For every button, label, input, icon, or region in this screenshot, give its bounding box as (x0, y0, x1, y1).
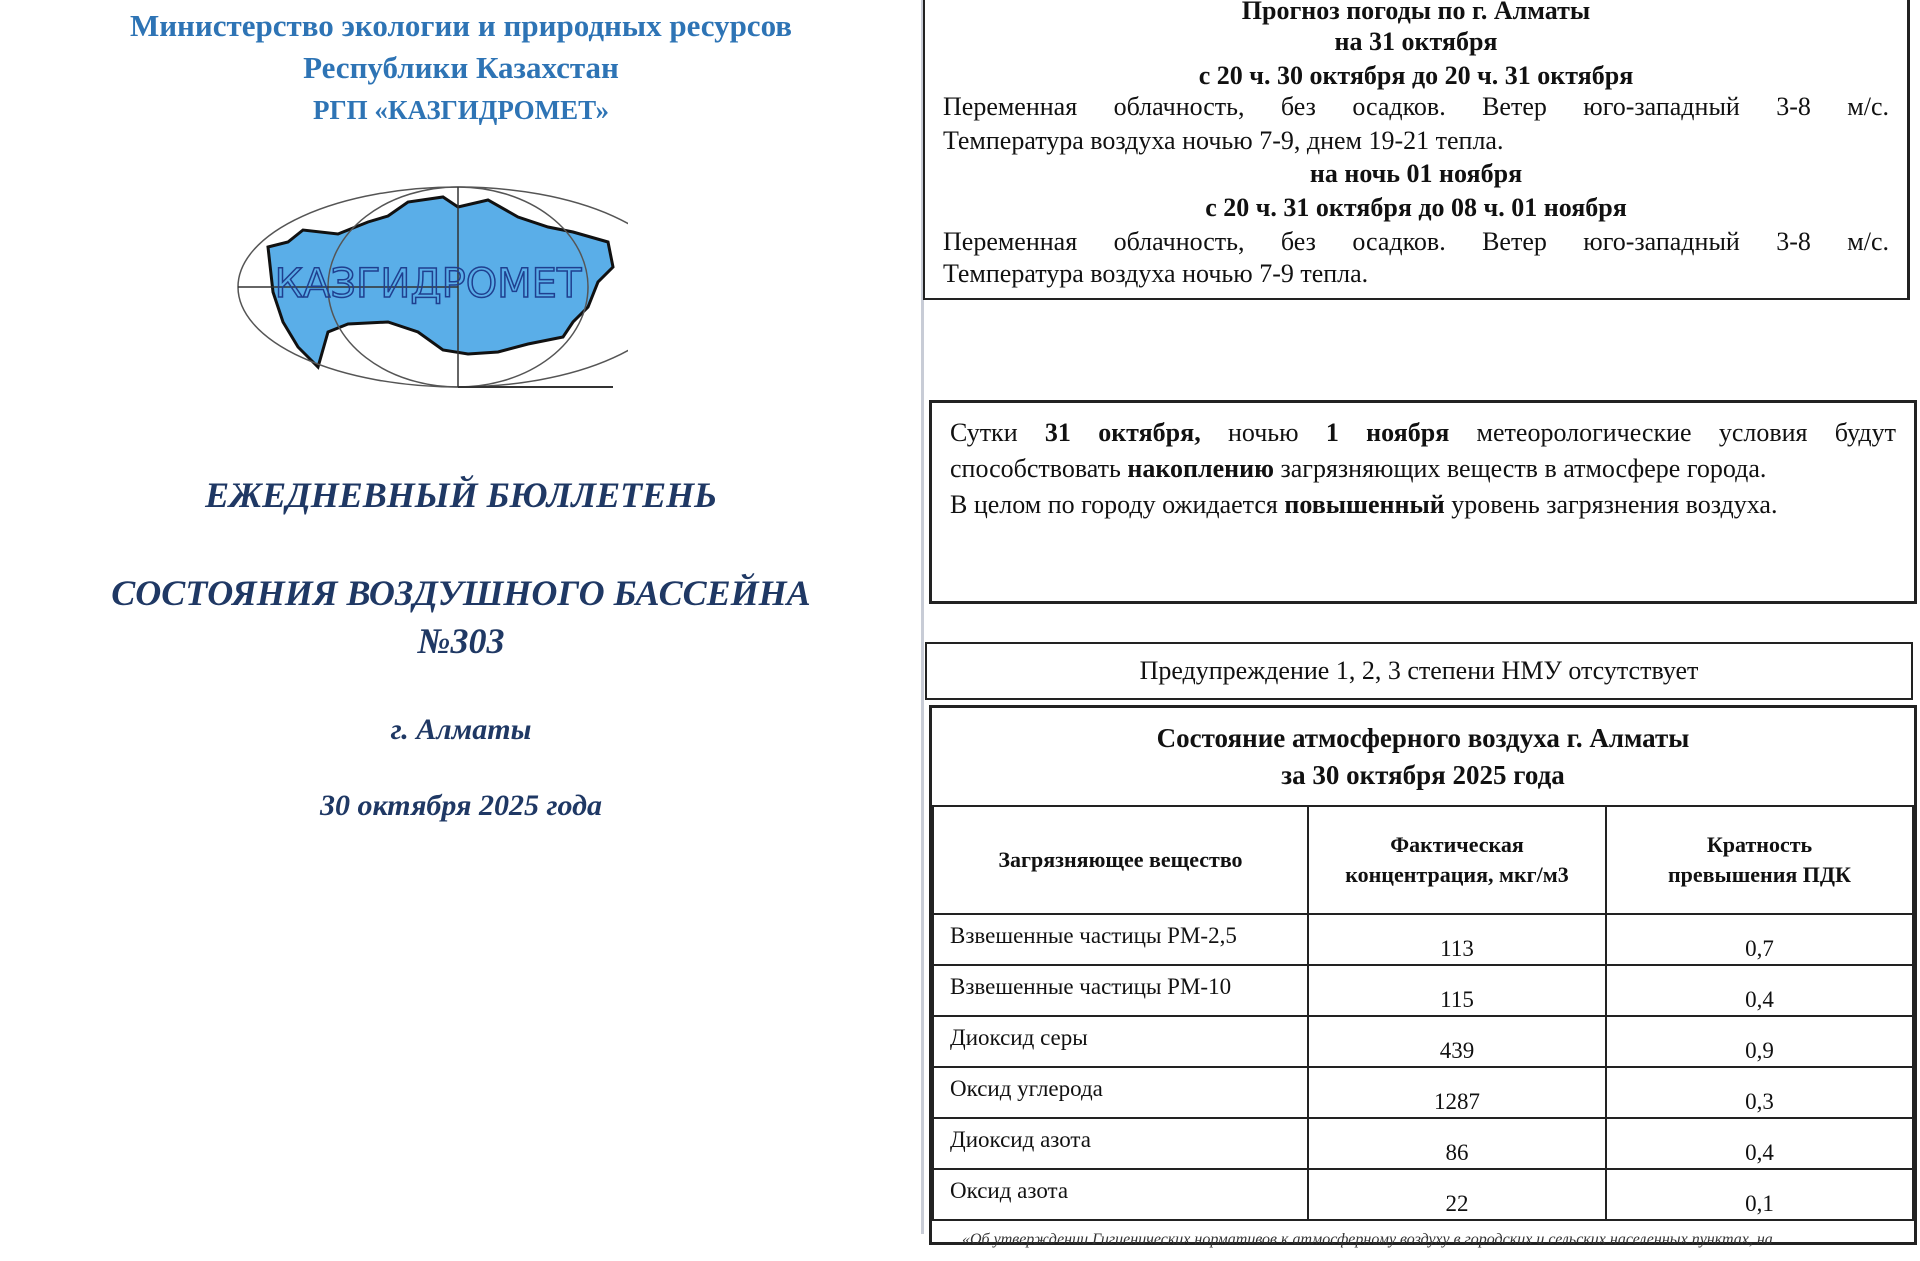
air-state-title-line2: за 30 октября 2025 года (1281, 760, 1565, 790)
mpc-ratio-value: 0,4 (1606, 1118, 1913, 1169)
concentration-value: 22 (1308, 1169, 1606, 1220)
table-row (933, 1016, 1913, 1067)
bulletin-date: 30 октября 2025 года (319, 789, 603, 822)
conditions-paragraph: Сутки 31 октября, ночью 1 ноября метеорологические условия будут способствовать накоплению загрязняющих веществ в атмосфере города. (950, 418, 1896, 483)
forecast-night-heading: на ночь 01 ноября (1309, 159, 1523, 188)
pollutant-name: Взвешенные частицы РМ-10 (933, 965, 1308, 1016)
mpc-ratio-value: 0,1 (1606, 1169, 1913, 1220)
organization-name: РГП «КАЗГИДРОМЕТ» (313, 95, 609, 125)
mpc-ratio-value: 0,4 (1606, 965, 1913, 1016)
pollutant-name: Взвешенные частицы РМ-2,5 (933, 914, 1308, 965)
pollution-level-paragraph: В целом по городу ожидается повышенный уровень загрязнения воздуха. (950, 490, 1778, 519)
logo-text: КАЗГИДРОМЕТ (274, 261, 582, 307)
table-row (933, 965, 1913, 1016)
concentration-value: 113 (1308, 914, 1606, 965)
forecast-day-heading: на 31 октября (1334, 27, 1498, 56)
bulletin-number: №303 (417, 621, 505, 661)
air-state-title-line1: Состояние атмосферного воздуха г. Алматы (1156, 723, 1690, 753)
air-state-box (929, 705, 1917, 1248)
table-header-row (933, 806, 1913, 914)
bulletin-title: ЕЖЕДНЕВНЫЙ БЮЛЛЕТЕНЬ (205, 475, 717, 515)
forecast-day-period: с 20 ч. 30 октября до 20 ч. 31 октября (1198, 61, 1634, 90)
forecast-night-text: Переменная облачность, без осадков. Ветер юго-западный 3-8 м/с. (943, 227, 1889, 256)
pollutant-name: Оксид азота (933, 1169, 1308, 1220)
footnote: «Об утверждении Гигиенических нормативов к атмосферному воздуху в городских и сельских населенных пунктах, на (962, 1231, 1773, 1248)
bulletin-subtitle: СОСТОЯНИЯ ВОЗДУШНОГО БАССЕЙНА (111, 573, 811, 613)
mpc-ratio-value: 0,7 (1606, 914, 1913, 965)
ministry-country: Республики Казахстан (303, 50, 619, 85)
mpc-ratio-value: 0,9 (1606, 1016, 1913, 1067)
concentration-value: 115 (1308, 965, 1606, 1016)
air-state-title (932, 708, 1914, 805)
pollutant-name: Диоксид азота (933, 1118, 1308, 1169)
table-row (933, 1067, 1913, 1118)
nmu-warning-box: Предупреждение 1, 2, 3 степени НМУ отсутствует (925, 642, 1913, 700)
forecast-night-period: с 20 ч. 31 октября до 08 ч. 01 ноября (1205, 193, 1627, 222)
forecast-night-temp: Температура воздуха ночью 7-9 тепла. (943, 259, 1369, 288)
forecast-title: Прогноз погоды по г. Алматы (1241, 0, 1591, 25)
header-concentration: Фактическая концентрация, мкг/м3 (1308, 806, 1606, 914)
city: г. Алматы (390, 713, 532, 746)
kazhydromet-logo (228, 172, 628, 402)
pollutant-name: Диоксид серы (933, 1016, 1308, 1067)
table-row (933, 914, 1913, 965)
pollutants-table (932, 805, 1914, 1221)
mpc-ratio-value: 0,3 (1606, 1067, 1913, 1118)
concentration-value: 439 (1308, 1016, 1606, 1067)
forecast-day-text: Переменная облачность, без осадков. Ветер юго-западный 3-8 м/с. (943, 92, 1889, 121)
header-pollutant: Загрязняющее вещество (933, 806, 1308, 914)
header-mpc-ratio: Кратность превышения ПДК (1606, 806, 1913, 914)
ministry-name: Министерство экологии и природных ресурсов (129, 8, 793, 43)
concentration-value: 86 (1308, 1118, 1606, 1169)
concentration-value: 1287 (1308, 1067, 1606, 1118)
pollutant-name: Оксид углерода (933, 1067, 1308, 1118)
cover-page (0, 0, 922, 1234)
table-row (933, 1169, 1913, 1220)
forecast-day-temp: Температура воздуха ночью 7-9, днем 19-21 тепла. (943, 126, 1504, 155)
weather-forecast-box (923, 0, 1910, 300)
table-row (933, 1118, 1913, 1169)
meteorological-conditions-box (929, 400, 1917, 604)
